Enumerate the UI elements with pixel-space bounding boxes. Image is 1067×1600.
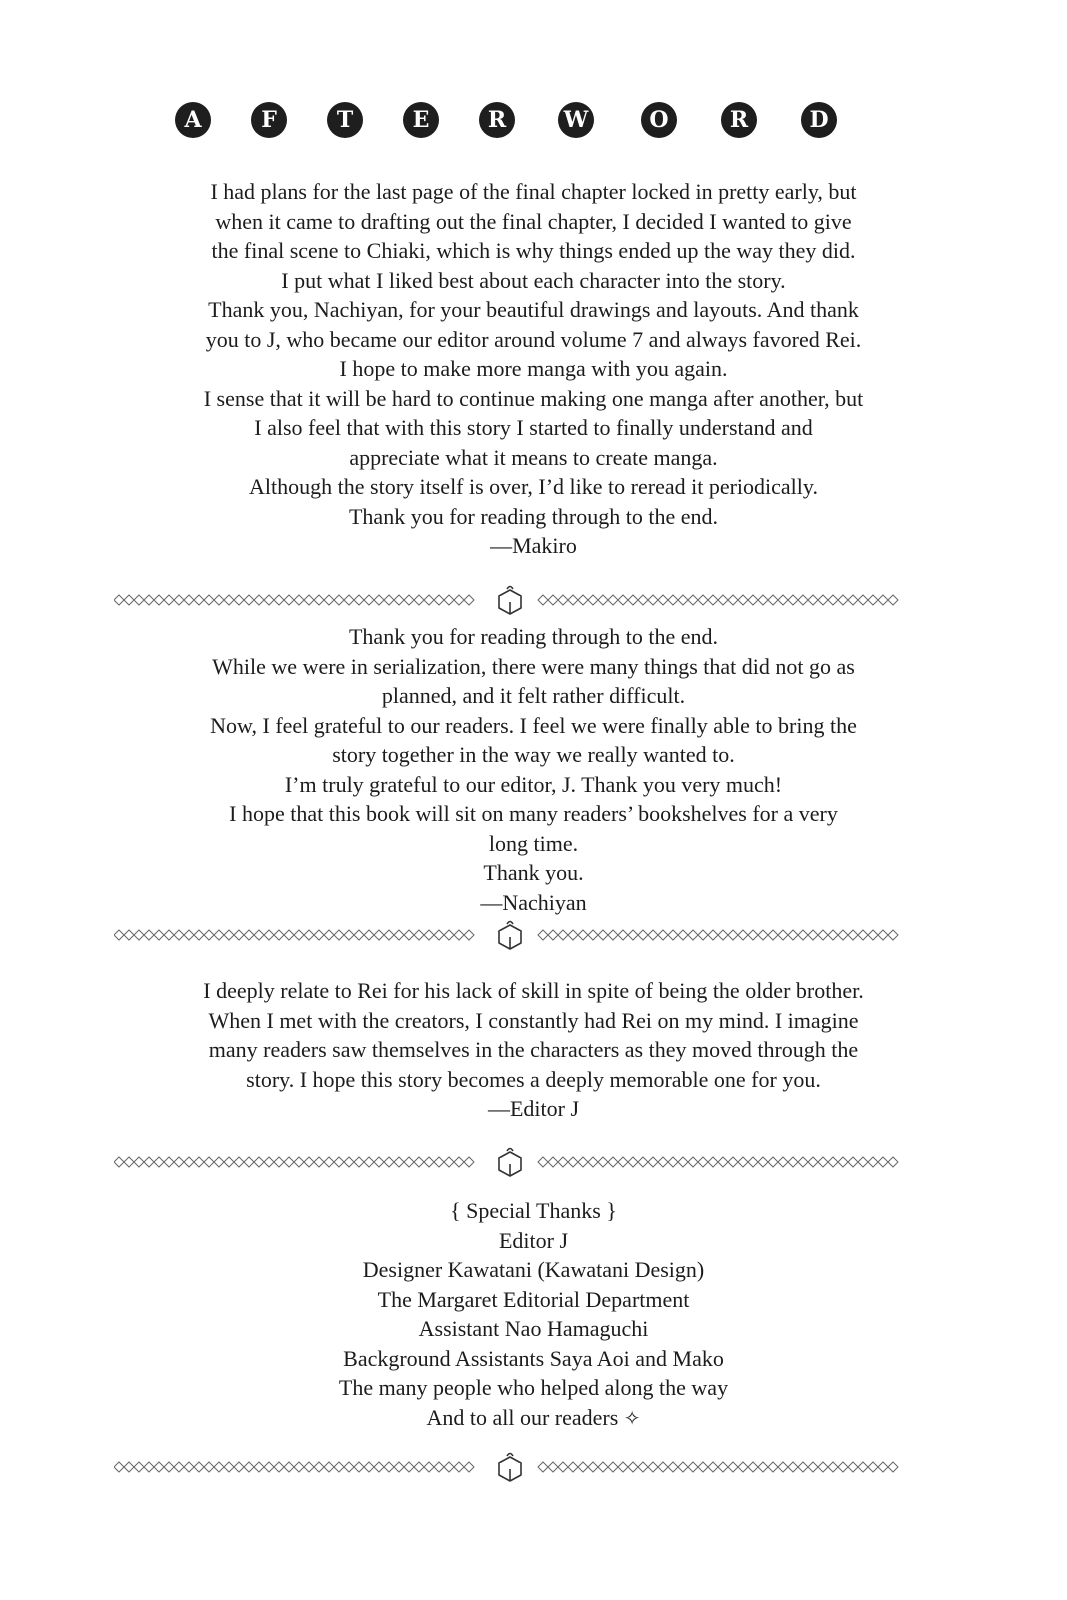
- message-line: Now, I feel grateful to our readers. I feel we were finally able to bring the: [210, 712, 857, 738]
- special-thanks-heading: { Special Thanks }: [450, 1198, 617, 1223]
- makiro-message: [0, 177, 1067, 561]
- thanks-line: The many people who helped along the way: [338, 1375, 729, 1400]
- nachiyan-signature: —Nachiyan: [480, 889, 587, 915]
- message-line: the final scene to Chiaki, which is why things ended up the way they did.: [211, 238, 856, 263]
- ornament-divider: [114, 583, 924, 617]
- thanks-line: Designer Kawatani (Kawatani Design): [362, 1257, 705, 1282]
- title-letter: F: [251, 102, 287, 138]
- message-line: I had plans for the last page of the final chapter locked in pretty early, but: [210, 179, 857, 204]
- message-line: I’m truly grateful to our editor, J. Thank you very much!: [284, 771, 783, 797]
- special-thanks: [0, 1196, 1067, 1434]
- message-line: Although the story itself is over, I’d like to reread it periodically.: [249, 474, 818, 499]
- ornament-divider: [114, 918, 924, 952]
- afterword-title: [0, 102, 1067, 142]
- message-line: planned, and it felt rather difficult.: [381, 683, 686, 708]
- message-line: I hope to make more manga with you again.: [339, 356, 728, 381]
- title-letter: O: [641, 102, 677, 138]
- message-line: you to J, who became our editor around volume 7 and always favored Rei.: [205, 326, 862, 352]
- message-line: when it came to drafting out the final chapter, I decided I wanted to give: [215, 208, 852, 234]
- message-line: Thank you for reading through to the end.: [348, 624, 718, 649]
- message-line: Thank you.: [483, 860, 584, 885]
- title-letter: R: [479, 102, 515, 138]
- thanks-last-line: [0, 1403, 1067, 1435]
- ornament-divider: [114, 1145, 924, 1179]
- message-line: story together in the way we really wanted to.: [332, 742, 735, 767]
- title-letter: A: [175, 102, 211, 138]
- thanks-line: Editor J: [498, 1227, 569, 1253]
- thanks-line: The Margaret Editorial Department: [377, 1286, 690, 1312]
- box-ornament-icon: [499, 1149, 521, 1177]
- message-line: appreciate what it means to create manga.: [349, 444, 718, 470]
- title-letter: D: [801, 102, 837, 138]
- thanks-line: Assistant Nao Hamaguchi: [418, 1316, 649, 1341]
- message-line: I sense that it will be hard to continue making one manga after another, but: [203, 385, 864, 411]
- title-letter: R: [721, 102, 757, 138]
- title-letter: E: [403, 102, 439, 138]
- editor-message: [0, 976, 1067, 1124]
- message-line: many readers saw themselves in the characters as they moved through the: [208, 1037, 859, 1062]
- editor-signature: —Editor J: [487, 1096, 580, 1121]
- message-line: When I met with the creators, I constantly had Rei on my mind. I imagine: [208, 1007, 859, 1033]
- message-line: I also feel that with this story I started to finally understand and: [254, 415, 813, 440]
- message-line: Thank you, Nachiyan, for your beautiful drawings and layouts. And thank: [208, 297, 859, 322]
- box-ornament-icon: [499, 587, 521, 615]
- nachiyan-message: [0, 622, 1067, 917]
- box-ornament-icon: [499, 922, 521, 950]
- makiro-signature: —Makiro: [490, 533, 577, 558]
- ornament-divider-art: [114, 583, 924, 617]
- title-letter: W: [558, 102, 594, 138]
- message-line: I put what I liked best about each character into the story.: [281, 267, 786, 293]
- message-line: Thank you for reading through to the end.: [348, 503, 718, 529]
- thanks-readers-text: And to all our readers: [426, 1404, 619, 1430]
- message-line: I deeply relate to Rei for his lack of skill in spite of being the older brother.: [203, 978, 864, 1003]
- message-line: While we were in serialization, there were many things that did not go as: [212, 653, 855, 679]
- sparkle-icon: ✧: [623, 1407, 641, 1430]
- ornament-divider-art: [114, 918, 924, 952]
- ornament-divider-art: [114, 1450, 924, 1484]
- message-line: long time.: [488, 830, 579, 856]
- ornament-divider: [114, 1450, 924, 1484]
- message-line: story. I hope this story becomes a deeply memorable one for you.: [246, 1066, 821, 1092]
- thanks-line: Background Assistants Saya Aoi and Mako: [343, 1345, 724, 1371]
- ornament-divider-art: [114, 1145, 924, 1179]
- message-line: I hope that this book will sit on many readers’ bookshelves for a very: [229, 801, 838, 826]
- box-ornament-icon: [499, 1454, 521, 1482]
- title-letter: T: [327, 102, 363, 138]
